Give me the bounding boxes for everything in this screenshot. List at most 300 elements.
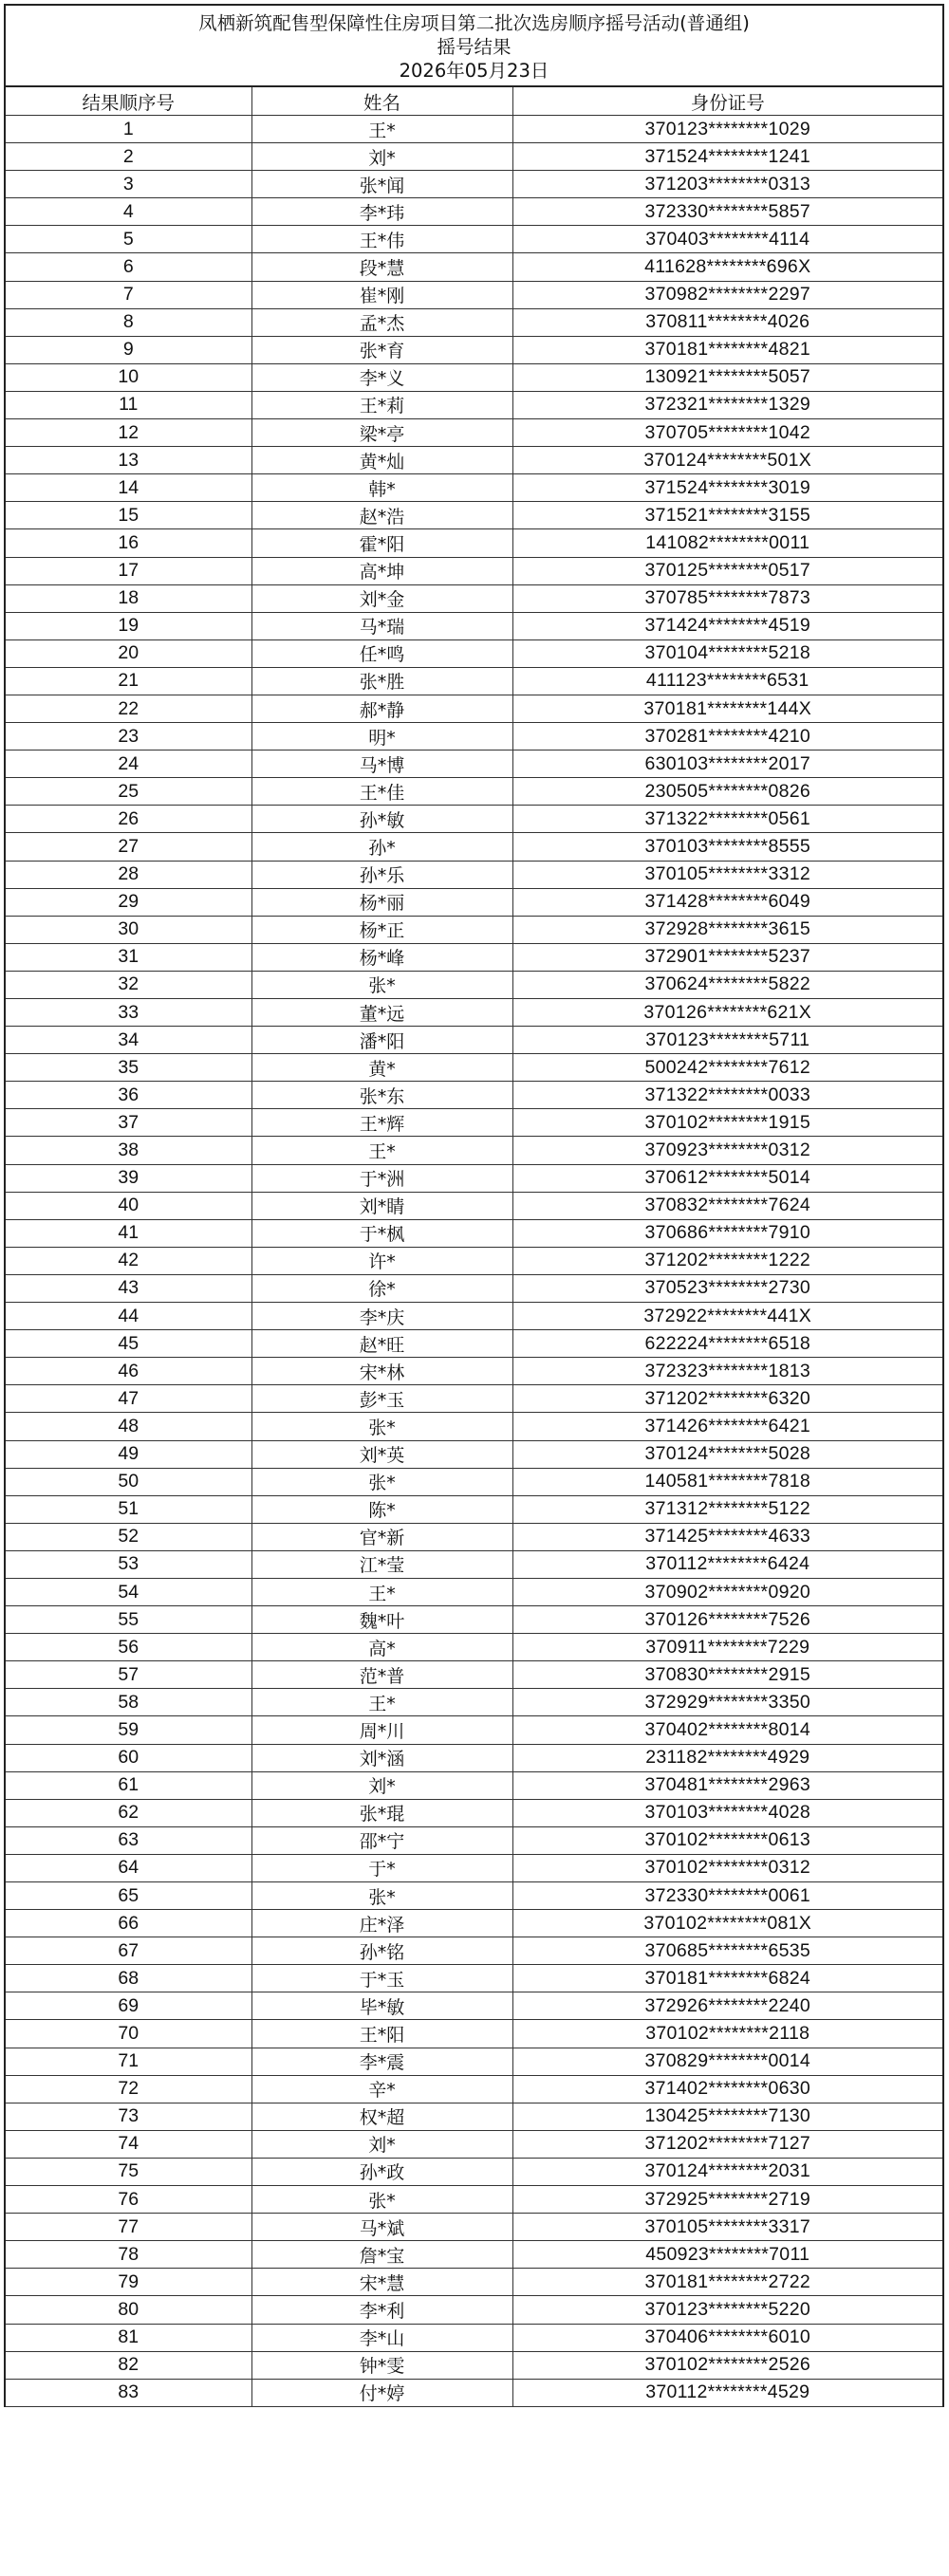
id-number-cell: 370281********4210 xyxy=(512,723,942,751)
table-row xyxy=(6,723,942,751)
document-subtitle: 摇号结果 xyxy=(437,35,512,58)
name-cell: 李*庆 xyxy=(251,1303,512,1330)
name-cell: 霍*阳 xyxy=(251,529,512,557)
table-row xyxy=(6,143,942,171)
table-row xyxy=(6,1716,942,1744)
table-row xyxy=(6,1771,942,1799)
table-row xyxy=(6,2158,942,2185)
name-cell: 赵*旺 xyxy=(251,1330,512,1358)
id-number-cell: 130921********5057 xyxy=(512,363,942,391)
column-header-id: 身份证号 xyxy=(512,87,942,116)
table-row xyxy=(6,1054,942,1082)
table-row xyxy=(6,1910,942,1937)
id-number-cell: 130425********7130 xyxy=(512,2103,942,2130)
id-number-cell: 370126********7526 xyxy=(512,1606,942,1634)
table-row xyxy=(6,2351,942,2379)
name-cell: 魏*叶 xyxy=(251,1606,512,1634)
order-number-cell: 81 xyxy=(6,2324,251,2351)
order-number-cell: 26 xyxy=(6,806,251,833)
order-number-cell: 35 xyxy=(6,1054,251,1082)
name-cell: 陈* xyxy=(251,1495,512,1523)
id-number-cell: 371202********1222 xyxy=(512,1247,942,1274)
order-number-cell: 44 xyxy=(6,1303,251,1330)
name-cell: 刘*英 xyxy=(251,1440,512,1468)
order-number-cell: 68 xyxy=(6,1965,251,1992)
name-cell: 张* xyxy=(251,1882,512,1910)
table-row xyxy=(6,1661,942,1689)
id-number-cell: 371428********6049 xyxy=(512,888,942,916)
order-number-cell: 61 xyxy=(6,1771,251,1799)
id-number-cell: 371425********4633 xyxy=(512,1523,942,1550)
column-header-name: 姓名 xyxy=(251,87,512,116)
order-number-cell: 10 xyxy=(6,363,251,391)
id-number-cell: 371312********5122 xyxy=(512,1495,942,1523)
name-cell: 彭*玉 xyxy=(251,1385,512,1413)
order-number-cell: 76 xyxy=(6,2186,251,2214)
name-cell: 王* xyxy=(251,1137,512,1164)
id-number-cell: 371402********0630 xyxy=(512,2075,942,2103)
id-number-cell: 370612********5014 xyxy=(512,1164,942,1192)
table-row xyxy=(6,1274,942,1302)
table-row xyxy=(6,391,942,418)
order-number-cell: 2 xyxy=(6,143,251,171)
name-cell: 江*莹 xyxy=(251,1550,512,1578)
name-cell: 于*枫 xyxy=(251,1219,512,1247)
order-number-cell: 46 xyxy=(6,1358,251,1385)
id-number-cell: 372925********2719 xyxy=(512,2186,942,2214)
name-cell: 李*震 xyxy=(251,2048,512,2075)
id-number-cell: 371322********0561 xyxy=(512,806,942,833)
order-number-cell: 23 xyxy=(6,723,251,751)
name-cell: 孙*敏 xyxy=(251,806,512,833)
id-number-cell: 371521********3155 xyxy=(512,502,942,529)
name-cell: 崔*刚 xyxy=(251,281,512,308)
id-number-cell: 370102********0312 xyxy=(512,1854,942,1881)
order-number-cell: 5 xyxy=(6,226,251,253)
table-row xyxy=(6,502,942,529)
table-row xyxy=(6,1247,942,1274)
table-row xyxy=(6,833,942,861)
order-number-cell: 65 xyxy=(6,1882,251,1910)
id-number-cell: 370624********5822 xyxy=(512,971,942,998)
table-row xyxy=(6,943,942,971)
name-cell: 刘*睛 xyxy=(251,1192,512,1219)
name-cell: 韩* xyxy=(251,474,512,502)
name-cell: 孙*政 xyxy=(251,2158,512,2185)
name-cell: 王* xyxy=(251,1578,512,1605)
table-row xyxy=(6,1523,942,1550)
id-number-cell: 371202********7127 xyxy=(512,2130,942,2158)
table-row xyxy=(6,336,942,363)
table-row xyxy=(6,1495,942,1523)
document-date: 2026年05月23日 xyxy=(399,59,549,82)
order-number-cell: 20 xyxy=(6,639,251,667)
order-number-cell: 40 xyxy=(6,1192,251,1219)
name-cell: 杨*丽 xyxy=(251,888,512,916)
id-number-cell: 370112********4529 xyxy=(512,2379,942,2406)
table-row xyxy=(6,2241,942,2269)
id-number-cell: 370686********7910 xyxy=(512,1219,942,1247)
name-cell: 王*佳 xyxy=(251,778,512,806)
order-number-cell: 22 xyxy=(6,695,251,722)
table-row xyxy=(6,1303,942,1330)
id-number-cell: 370785********7873 xyxy=(512,584,942,612)
name-cell: 王*莉 xyxy=(251,391,512,418)
order-number-cell: 78 xyxy=(6,2241,251,2269)
table-row xyxy=(6,1468,942,1495)
id-number-cell: 370181********4821 xyxy=(512,336,942,363)
id-number-cell: 372922********441X xyxy=(512,1303,942,1330)
id-number-cell: 230505********0826 xyxy=(512,778,942,806)
name-cell: 李*山 xyxy=(251,2324,512,2351)
name-cell: 高*坤 xyxy=(251,557,512,584)
table-row xyxy=(6,861,942,888)
table-row xyxy=(6,1882,942,1910)
id-number-cell: 370102********0613 xyxy=(512,1826,942,1854)
order-number-cell: 12 xyxy=(6,419,251,447)
id-number-cell: 370923********0312 xyxy=(512,1137,942,1164)
table-row xyxy=(6,226,942,253)
order-number-cell: 24 xyxy=(6,751,251,778)
order-number-cell: 83 xyxy=(6,2379,251,2406)
table-row xyxy=(6,639,942,667)
table-row xyxy=(6,751,942,778)
table-row xyxy=(6,778,942,806)
id-number-cell: 370123********1029 xyxy=(512,116,942,143)
table-row xyxy=(6,1689,942,1716)
order-number-cell: 16 xyxy=(6,529,251,557)
table-row xyxy=(6,447,942,474)
table-row xyxy=(6,1330,942,1358)
table-row xyxy=(6,281,942,308)
table-row xyxy=(6,2324,942,2351)
id-number-cell: 231182********4929 xyxy=(512,1744,942,1771)
name-cell: 张* xyxy=(251,1413,512,1440)
id-number-cell: 370123********5711 xyxy=(512,1027,942,1054)
order-number-cell: 67 xyxy=(6,1937,251,1965)
table-row xyxy=(6,1137,942,1164)
table-row xyxy=(6,667,942,695)
document-title: 凤栖新筑配售型保障性住房项目第二批次选房顺序摇号活动(普通组) xyxy=(198,11,750,34)
table-row xyxy=(6,888,942,916)
table-row xyxy=(6,1164,942,1192)
name-cell: 马*斌 xyxy=(251,2214,512,2241)
name-cell: 李*义 xyxy=(251,363,512,391)
table-row xyxy=(6,806,942,833)
id-number-cell: 370181********2722 xyxy=(512,2269,942,2296)
id-number-cell: 370705********1042 xyxy=(512,419,942,447)
id-number-cell: 370911********7229 xyxy=(512,1634,942,1661)
order-number-cell: 28 xyxy=(6,861,251,888)
name-cell: 王*辉 xyxy=(251,1109,512,1137)
name-cell: 黄*灿 xyxy=(251,447,512,474)
order-number-cell: 43 xyxy=(6,1274,251,1302)
id-number-cell: 630103********2017 xyxy=(512,751,942,778)
id-number-cell: 372928********3615 xyxy=(512,916,942,943)
name-cell: 王*阳 xyxy=(251,2020,512,2048)
id-number-cell: 371322********0033 xyxy=(512,1082,942,1109)
order-number-cell: 29 xyxy=(6,888,251,916)
id-number-cell: 370102********081X xyxy=(512,1910,942,1937)
id-number-cell: 372929********3350 xyxy=(512,1689,942,1716)
table-row xyxy=(6,2020,942,2048)
name-cell: 辛* xyxy=(251,2075,512,2103)
name-cell: 董*远 xyxy=(251,999,512,1027)
id-number-cell: 622224********6518 xyxy=(512,1330,942,1358)
name-cell: 郝*静 xyxy=(251,695,512,722)
name-cell: 詹*宝 xyxy=(251,2241,512,2269)
order-number-cell: 36 xyxy=(6,1082,251,1109)
results-table xyxy=(6,87,942,2407)
id-number-cell: 370811********4026 xyxy=(512,308,942,336)
id-number-cell: 450923********7011 xyxy=(512,2241,942,2269)
name-cell: 李*玮 xyxy=(251,198,512,226)
name-cell: 刘*金 xyxy=(251,584,512,612)
name-cell: 杨*峰 xyxy=(251,943,512,971)
table-row xyxy=(6,916,942,943)
table-row xyxy=(6,584,942,612)
table-row xyxy=(6,198,942,226)
order-number-cell: 27 xyxy=(6,833,251,861)
id-number-cell: 371203********0313 xyxy=(512,171,942,198)
order-number-cell: 72 xyxy=(6,2075,251,2103)
table-row xyxy=(6,2130,942,2158)
table-row xyxy=(6,1992,942,2020)
table-row xyxy=(6,1606,942,1634)
order-number-cell: 17 xyxy=(6,557,251,584)
name-cell: 李*利 xyxy=(251,2296,512,2324)
id-number-cell: 370123********5220 xyxy=(512,2296,942,2324)
order-number-cell: 47 xyxy=(6,1385,251,1413)
table-row xyxy=(6,419,942,447)
table-row xyxy=(6,308,942,336)
id-number-cell: 140581********7818 xyxy=(512,1468,942,1495)
id-number-cell: 370124********5028 xyxy=(512,1440,942,1468)
name-cell: 孙*铭 xyxy=(251,1937,512,1965)
table-row xyxy=(6,1082,942,1109)
order-number-cell: 42 xyxy=(6,1247,251,1274)
order-number-cell: 58 xyxy=(6,1689,251,1716)
document-header xyxy=(6,6,942,87)
order-number-cell: 39 xyxy=(6,1164,251,1192)
order-number-cell: 80 xyxy=(6,2296,251,2324)
order-number-cell: 52 xyxy=(6,1523,251,1550)
order-number-cell: 57 xyxy=(6,1661,251,1689)
table-header-row xyxy=(6,87,942,116)
table-row xyxy=(6,1027,942,1054)
id-number-cell: 372901********5237 xyxy=(512,943,942,971)
order-number-cell: 70 xyxy=(6,2020,251,2048)
order-number-cell: 50 xyxy=(6,1468,251,1495)
table-row xyxy=(6,1440,942,1468)
order-number-cell: 74 xyxy=(6,2130,251,2158)
column-header-order: 结果顺序号 xyxy=(6,87,251,116)
id-number-cell: 371424********4519 xyxy=(512,612,942,639)
order-number-cell: 59 xyxy=(6,1716,251,1744)
name-cell: 黄* xyxy=(251,1054,512,1082)
order-number-cell: 55 xyxy=(6,1606,251,1634)
name-cell: 官*新 xyxy=(251,1523,512,1550)
name-cell: 刘* xyxy=(251,143,512,171)
order-number-cell: 33 xyxy=(6,999,251,1027)
order-number-cell: 3 xyxy=(6,171,251,198)
name-cell: 高* xyxy=(251,1634,512,1661)
id-number-cell: 411628********696X xyxy=(512,253,942,281)
table-row xyxy=(6,171,942,198)
table-row xyxy=(6,253,942,281)
order-number-cell: 9 xyxy=(6,336,251,363)
table-row xyxy=(6,1965,942,1992)
name-cell: 张* xyxy=(251,1468,512,1495)
table-row xyxy=(6,529,942,557)
name-cell: 孟*杰 xyxy=(251,308,512,336)
order-number-cell: 75 xyxy=(6,2158,251,2185)
table-row xyxy=(6,2269,942,2296)
id-number-cell: 370832********7624 xyxy=(512,1192,942,1219)
table-row xyxy=(6,1192,942,1219)
order-number-cell: 21 xyxy=(6,667,251,695)
name-cell: 张* xyxy=(251,971,512,998)
id-number-cell: 370126********621X xyxy=(512,999,942,1027)
id-number-cell: 370124********2031 xyxy=(512,2158,942,2185)
id-number-cell: 370105********3317 xyxy=(512,2214,942,2241)
id-number-cell: 372323********1813 xyxy=(512,1358,942,1385)
order-number-cell: 82 xyxy=(6,2351,251,2379)
name-cell: 张*育 xyxy=(251,336,512,363)
order-number-cell: 30 xyxy=(6,916,251,943)
order-number-cell: 49 xyxy=(6,1440,251,1468)
table-row xyxy=(6,1634,942,1661)
id-number-cell: 372321********1329 xyxy=(512,391,942,418)
table-row xyxy=(6,1937,942,1965)
id-number-cell: 371202********6320 xyxy=(512,1385,942,1413)
id-number-cell: 370523********2730 xyxy=(512,1274,942,1302)
table-row xyxy=(6,1385,942,1413)
table-row xyxy=(6,474,942,502)
name-cell: 王* xyxy=(251,116,512,143)
order-number-cell: 79 xyxy=(6,2269,251,2296)
name-cell: 马*瑞 xyxy=(251,612,512,639)
table-row xyxy=(6,557,942,584)
table-row xyxy=(6,2048,942,2075)
order-number-cell: 37 xyxy=(6,1109,251,1137)
id-number-cell: 371524********1241 xyxy=(512,143,942,171)
order-number-cell: 56 xyxy=(6,1634,251,1661)
id-number-cell: 370181********6824 xyxy=(512,1965,942,1992)
table-row xyxy=(6,116,942,143)
order-number-cell: 6 xyxy=(6,253,251,281)
id-number-cell: 370124********501X xyxy=(512,447,942,474)
order-number-cell: 34 xyxy=(6,1027,251,1054)
id-number-cell: 372926********2240 xyxy=(512,1992,942,2020)
order-number-cell: 31 xyxy=(6,943,251,971)
id-number-cell: 370406********6010 xyxy=(512,2324,942,2351)
name-cell: 刘* xyxy=(251,1771,512,1799)
table-row xyxy=(6,2103,942,2130)
id-number-cell: 372330********5857 xyxy=(512,198,942,226)
order-number-cell: 1 xyxy=(6,116,251,143)
id-number-cell: 141082********0011 xyxy=(512,529,942,557)
id-number-cell: 370125********0517 xyxy=(512,557,942,584)
name-cell: 张*闻 xyxy=(251,171,512,198)
id-number-cell: 370830********2915 xyxy=(512,1661,942,1689)
order-number-cell: 54 xyxy=(6,1578,251,1605)
name-cell: 于*玉 xyxy=(251,1965,512,1992)
name-cell: 许* xyxy=(251,1247,512,1274)
name-cell: 庄*泽 xyxy=(251,1910,512,1937)
name-cell: 周*川 xyxy=(251,1716,512,1744)
table-row xyxy=(6,2214,942,2241)
order-number-cell: 62 xyxy=(6,1799,251,1826)
table-row xyxy=(6,1109,942,1137)
name-cell: 宋*慧 xyxy=(251,2269,512,2296)
id-number-cell: 370105********3312 xyxy=(512,861,942,888)
name-cell: 权*超 xyxy=(251,2103,512,2130)
order-number-cell: 13 xyxy=(6,447,251,474)
table-row xyxy=(6,1799,942,1826)
name-cell: 孙*乐 xyxy=(251,861,512,888)
name-cell: 于*洲 xyxy=(251,1164,512,1192)
name-cell: 张*胜 xyxy=(251,667,512,695)
id-number-cell: 370112********6424 xyxy=(512,1550,942,1578)
order-number-cell: 25 xyxy=(6,778,251,806)
id-number-cell: 372330********0061 xyxy=(512,1882,942,1910)
order-number-cell: 18 xyxy=(6,584,251,612)
order-number-cell: 45 xyxy=(6,1330,251,1358)
order-number-cell: 14 xyxy=(6,474,251,502)
order-number-cell: 69 xyxy=(6,1992,251,2020)
table-row xyxy=(6,612,942,639)
id-number-cell: 370103********8555 xyxy=(512,833,942,861)
order-number-cell: 63 xyxy=(6,1826,251,1854)
table-row xyxy=(6,2296,942,2324)
table-row xyxy=(6,2075,942,2103)
order-number-cell: 66 xyxy=(6,1910,251,1937)
name-cell: 邵*宁 xyxy=(251,1826,512,1854)
table-row xyxy=(6,1358,942,1385)
id-number-cell: 371524********3019 xyxy=(512,474,942,502)
id-number-cell: 370685********6535 xyxy=(512,1937,942,1965)
name-cell: 梁*亭 xyxy=(251,419,512,447)
name-cell: 潘*阳 xyxy=(251,1027,512,1054)
id-number-cell: 370402********8014 xyxy=(512,1716,942,1744)
id-number-cell: 370102********1915 xyxy=(512,1109,942,1137)
name-cell: 张* xyxy=(251,2186,512,2214)
table-row xyxy=(6,999,942,1027)
table-row xyxy=(6,971,942,998)
order-number-cell: 8 xyxy=(6,308,251,336)
order-number-cell: 60 xyxy=(6,1744,251,1771)
name-cell: 刘* xyxy=(251,2130,512,2158)
id-number-cell: 370103********4028 xyxy=(512,1799,942,1826)
table-row xyxy=(6,1219,942,1247)
name-cell: 刘*涵 xyxy=(251,1744,512,1771)
name-cell: 杨*正 xyxy=(251,916,512,943)
order-number-cell: 41 xyxy=(6,1219,251,1247)
order-number-cell: 71 xyxy=(6,2048,251,2075)
id-number-cell: 411123********6531 xyxy=(512,667,942,695)
order-number-cell: 53 xyxy=(6,1550,251,1578)
name-cell: 毕*敏 xyxy=(251,1992,512,2020)
name-cell: 孙* xyxy=(251,833,512,861)
order-number-cell: 73 xyxy=(6,2103,251,2130)
id-number-cell: 370181********144X xyxy=(512,695,942,722)
id-number-cell: 370104********5218 xyxy=(512,639,942,667)
table-row xyxy=(6,2186,942,2214)
table-row xyxy=(6,1550,942,1578)
name-cell: 付*婷 xyxy=(251,2379,512,2406)
order-number-cell: 19 xyxy=(6,612,251,639)
